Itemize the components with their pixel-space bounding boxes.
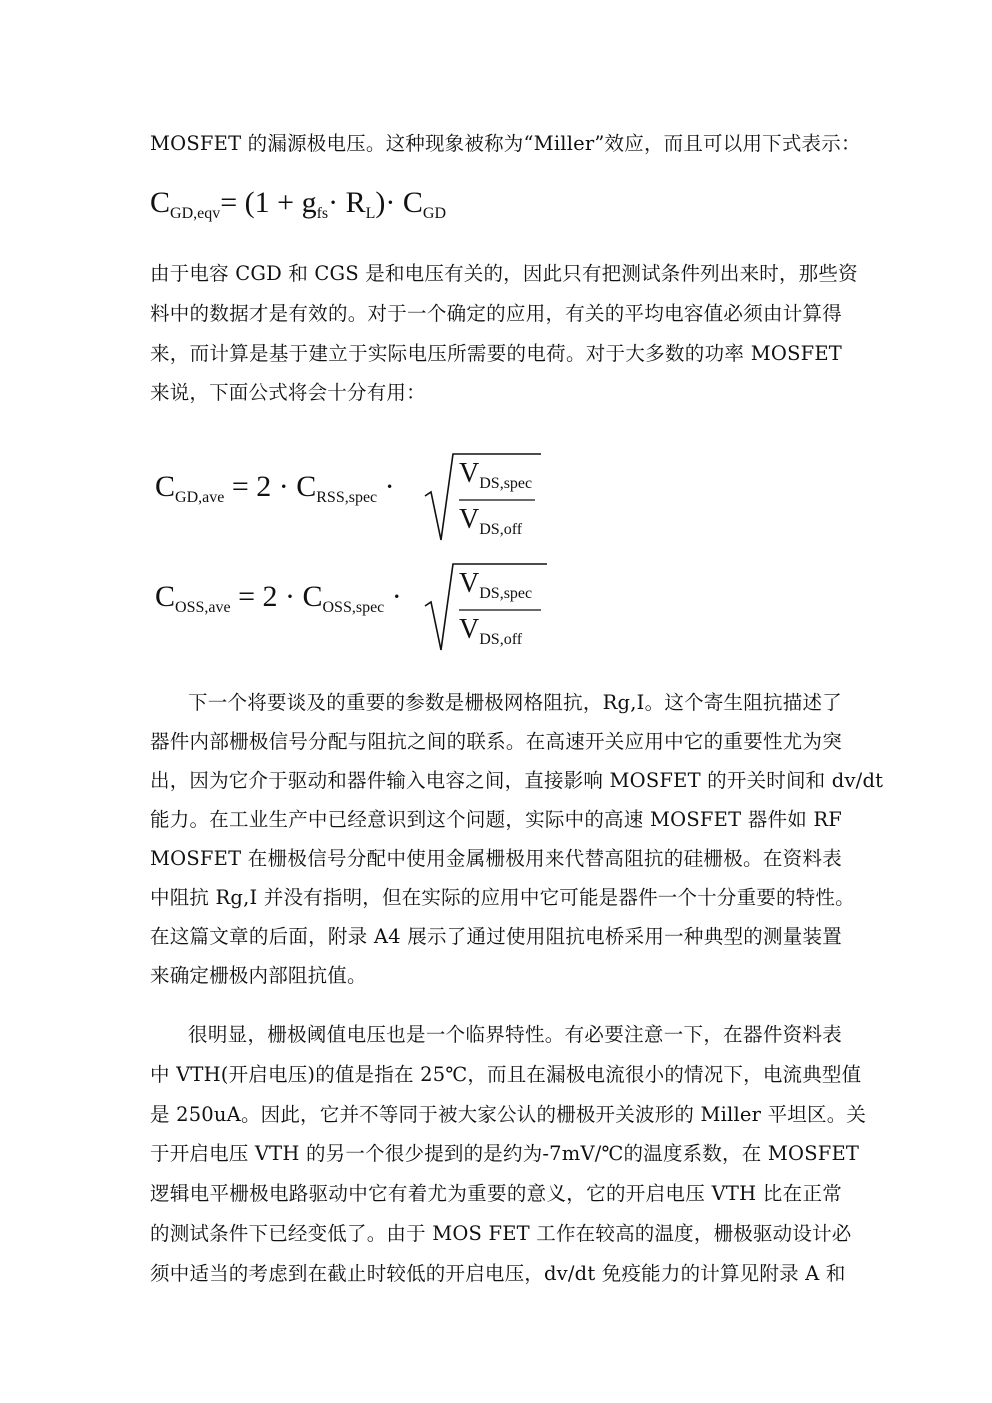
eq2-num-sub: DS,spec (479, 475, 533, 492)
para2-line: 器件内部栅极信号分配与阻抗之间的联系。在高速开关应用中它的重要性尤为突 (150, 730, 842, 753)
para3-line: 于开启电压 VTH 的另一个很少提到的是约为-7mV/℃的温度系数，在 MOSFET (150, 1142, 860, 1165)
eq3-num-sub: DS,spec (479, 585, 533, 602)
eq1-rhs-c-sub: GD (422, 205, 447, 222)
para2-line: 中阻抗 Rg,I 并没有指明，但在实际的应用中它可能是器件一个十分重要的特性。 (150, 886, 855, 909)
eq2-den-sub: DS,off (479, 521, 523, 538)
para2-line: 来确定栅极内部阻抗值。 (150, 964, 367, 987)
para3-line: 的测试条件下已经变低了。由于 MOS FET 工作在较高的温度，栅极驱动设计必 (150, 1222, 852, 1245)
intro-line: MOSFET 的漏源极电压。这种现象被称为“Miller”效应，而且可以用下式表示： (150, 132, 861, 155)
eq1-rhs-b-sub: L (365, 205, 376, 222)
para2-line: 下一个将要谈及的重要的参数是栅极网格阻抗，Rg,I。这个寄生阻抗描述了 (188, 691, 842, 714)
eq2-den: V (459, 504, 480, 535)
para2-line: MOSFET 在栅极信号分配中使用金属栅极用来代替高阻抗的硅栅极。在资料表 (150, 847, 842, 870)
eq3-den: V (459, 614, 480, 645)
eq1-rhs-a-sub: fs (316, 205, 329, 222)
eq3-dot: · (384, 580, 402, 613)
eq3-mid: = 2 · C (230, 580, 323, 613)
eq2-mid: = 2 · C (224, 470, 317, 503)
para1-line: 料中的数据才是有效的。对于一个确定的应用，有关的平均电容值必须由计算得 (150, 302, 842, 325)
eq2-lhs: C (155, 470, 176, 503)
para2-line: 出，因为它介于驱动和器件输入电容之间，直接影响 MOSFET 的开关时间和 dv/dt (150, 769, 884, 792)
miller-equation (150, 186, 446, 223)
para3-line: 须中适当的考虑到在截止时较低的开启电压，dv/dt 免疫能力的计算见附录 A 和 (150, 1262, 846, 1285)
para3-line: 中 VTH(开启电压)的值是指在 25℃，而且在漏极电流很小的情况下，电流典型值 (150, 1063, 862, 1086)
para3-line: 逻辑电平栅极电路驱动中它有着尤为重要的意义，它的开启电压 VTH 比在正常 (150, 1182, 842, 1205)
para3-line: 很明显，栅极阈值电压也是一个临界特性。有必要注意一下，在器件资料表 (188, 1023, 842, 1046)
para1-line: 来说，下面公式将会十分有用： (150, 381, 426, 404)
para2-line: 能力。在工业生产中已经意识到这个问题，实际中的高速 MOSFET 器件如 RF (150, 808, 842, 831)
eq1-rhs-c: )· C (375, 186, 423, 219)
eq2-dot: · (377, 470, 395, 503)
eq3-lhs-group (155, 580, 402, 617)
eq2-denominator (459, 504, 522, 539)
eq2-mid-sub: RSS,spec (316, 489, 378, 506)
eq2-lhs-sub: GD,ave (175, 489, 225, 506)
eq2-sqrt (423, 452, 543, 552)
eq2-lhs-group (155, 470, 395, 507)
eq3-mid-sub: OSS,spec (322, 599, 385, 616)
eq2-numerator (459, 458, 532, 493)
eq3-sqrt (423, 562, 549, 662)
eq1-lhs: C (150, 186, 171, 219)
eq3-num: V (459, 568, 480, 599)
eq3-lhs: C (155, 580, 176, 613)
para1-line: 由于电容 CGD 和 CGS 是和电压有关的，因此只有把测试条件列出来时，那些资 (150, 262, 858, 285)
eq1-lhs-sub: GD,eqv (170, 205, 221, 222)
eq3-lhs-sub: OSS,ave (175, 599, 231, 616)
eq1-rhs-b: · R (328, 186, 366, 219)
para3-line: 是 250uA。因此，它并不等同于被大家公认的栅极开关波形的 Miller 平坦区。关 (150, 1103, 867, 1126)
eq1-rhs-a: = (1 + g (220, 186, 317, 219)
eq2-num: V (459, 458, 480, 489)
eq3-numerator (459, 568, 532, 603)
eq3-denominator (459, 614, 522, 649)
para1-line: 来，而计算是基于建立于实际电压所需要的电荷。对于大多数的功率 MOSFET (150, 342, 842, 365)
para2-line: 在这篇文章的后面，附录 A4 展示了通过使用阻抗电桥采用一种典型的测量装置 (150, 925, 842, 948)
eq3-den-sub: DS,off (479, 631, 523, 648)
